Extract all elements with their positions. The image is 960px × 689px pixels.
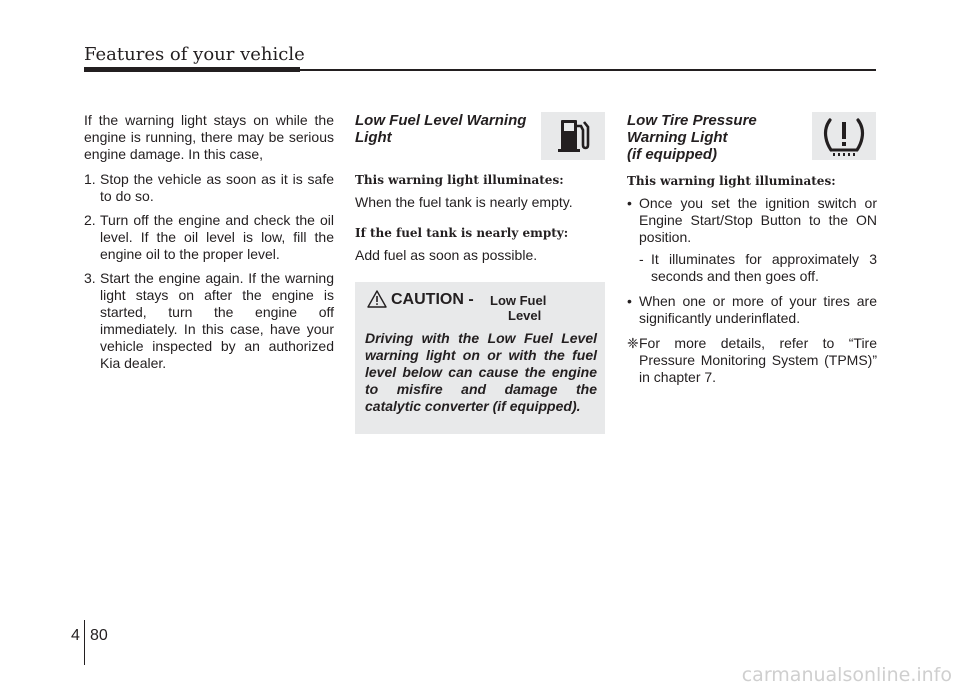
- footer-divider: [84, 620, 85, 665]
- section-title-low-tire: [627, 112, 807, 163]
- bullet-text: Once you set the ignition switch or Engine Start/Stop Button to the ON position.: [639, 195, 877, 245]
- caution-label: CAUTION -: [391, 291, 474, 308]
- title-line-1: Low Tire Pressure: [627, 112, 757, 129]
- list-item: [84, 270, 334, 372]
- header-rule-thin: [300, 69, 876, 71]
- fuel-text-1: When the fuel tank is nearly empty.: [355, 194, 573, 210]
- caution-subtitle-line-2: Level: [508, 308, 542, 323]
- header-rule-thick: [84, 67, 300, 72]
- caution-body: Driving with the Low Fuel Level warning light on or with the fuel level below can cause the engine to misfire and damage the catalytic converter (if equipped).: [365, 330, 597, 414]
- reference-text: For more details, refer to “Tire Pressure Monitoring System (TPMS)” in chapter 7.: [639, 335, 877, 385]
- caution-subtitle: [490, 293, 590, 323]
- caution-box: [355, 282, 605, 434]
- list-item: [84, 212, 334, 263]
- column-1: [84, 112, 334, 379]
- list-item: [627, 195, 877, 246]
- fuel-text-2: Add fuel as soon as possible.: [355, 247, 538, 263]
- dash-text: It illuminates for approximately 3 seconds and then goes off.: [651, 251, 877, 284]
- steps-list: [84, 171, 334, 372]
- list-item: [627, 251, 877, 285]
- step-text: Turn off the engine and check the oil level. If the oil level is low, fill the engine oil to the proper level.: [100, 212, 334, 262]
- reference-mark: ❈: [627, 335, 639, 351]
- list-item: [627, 293, 877, 327]
- page-number: 80: [90, 627, 108, 644]
- tire-pressure-icon-box: [812, 112, 876, 160]
- subheading-illuminates: This warning light illuminates:: [627, 174, 836, 188]
- tire-pressure-icon: [812, 112, 876, 160]
- bullet-text: When one or more of your tires are significantly underinflated.: [639, 293, 877, 326]
- bullet-marker: •: [627, 195, 632, 211]
- section-title-low-fuel: Low Fuel Level Warning Light: [355, 112, 527, 146]
- page-header: Features of your vehicle: [84, 44, 305, 65]
- step-text: Start the engine again. If the warning light stays on after the engine is started, turn the engine off immediately. In this case, have your vehicle inspected by an authorized Kia dealer.: [100, 270, 334, 371]
- fuel-pump-icon-box: [541, 112, 605, 160]
- subheading-nearly-empty: If the fuel tank is nearly empty:: [355, 226, 569, 240]
- list-item: [84, 171, 334, 205]
- step-number: 2.: [84, 212, 96, 228]
- title-line-2: Warning Light: [627, 129, 728, 146]
- section-number: 4: [71, 627, 80, 644]
- reference-note: [627, 335, 877, 386]
- warning-triangle-icon: [367, 290, 387, 308]
- bullet-marker: •: [627, 293, 632, 309]
- step-number: 3.: [84, 270, 96, 286]
- dash-marker: -: [639, 251, 644, 267]
- title-line-3: (if equipped): [627, 146, 717, 163]
- caution-subtitle-line-1: Low Fuel: [490, 293, 547, 308]
- fuel-pump-icon: [541, 112, 605, 160]
- subheading-illuminates: This warning light illuminates:: [355, 173, 564, 187]
- step-text: Stop the vehicle as soon as it is safe to do so.: [100, 171, 334, 204]
- watermark: carmanualsonline.info: [741, 664, 952, 686]
- intro-paragraph: If the warning light stays on while the engine is running, there may be serious engine damage. In this case,: [84, 112, 334, 162]
- step-number: 1.: [84, 171, 96, 187]
